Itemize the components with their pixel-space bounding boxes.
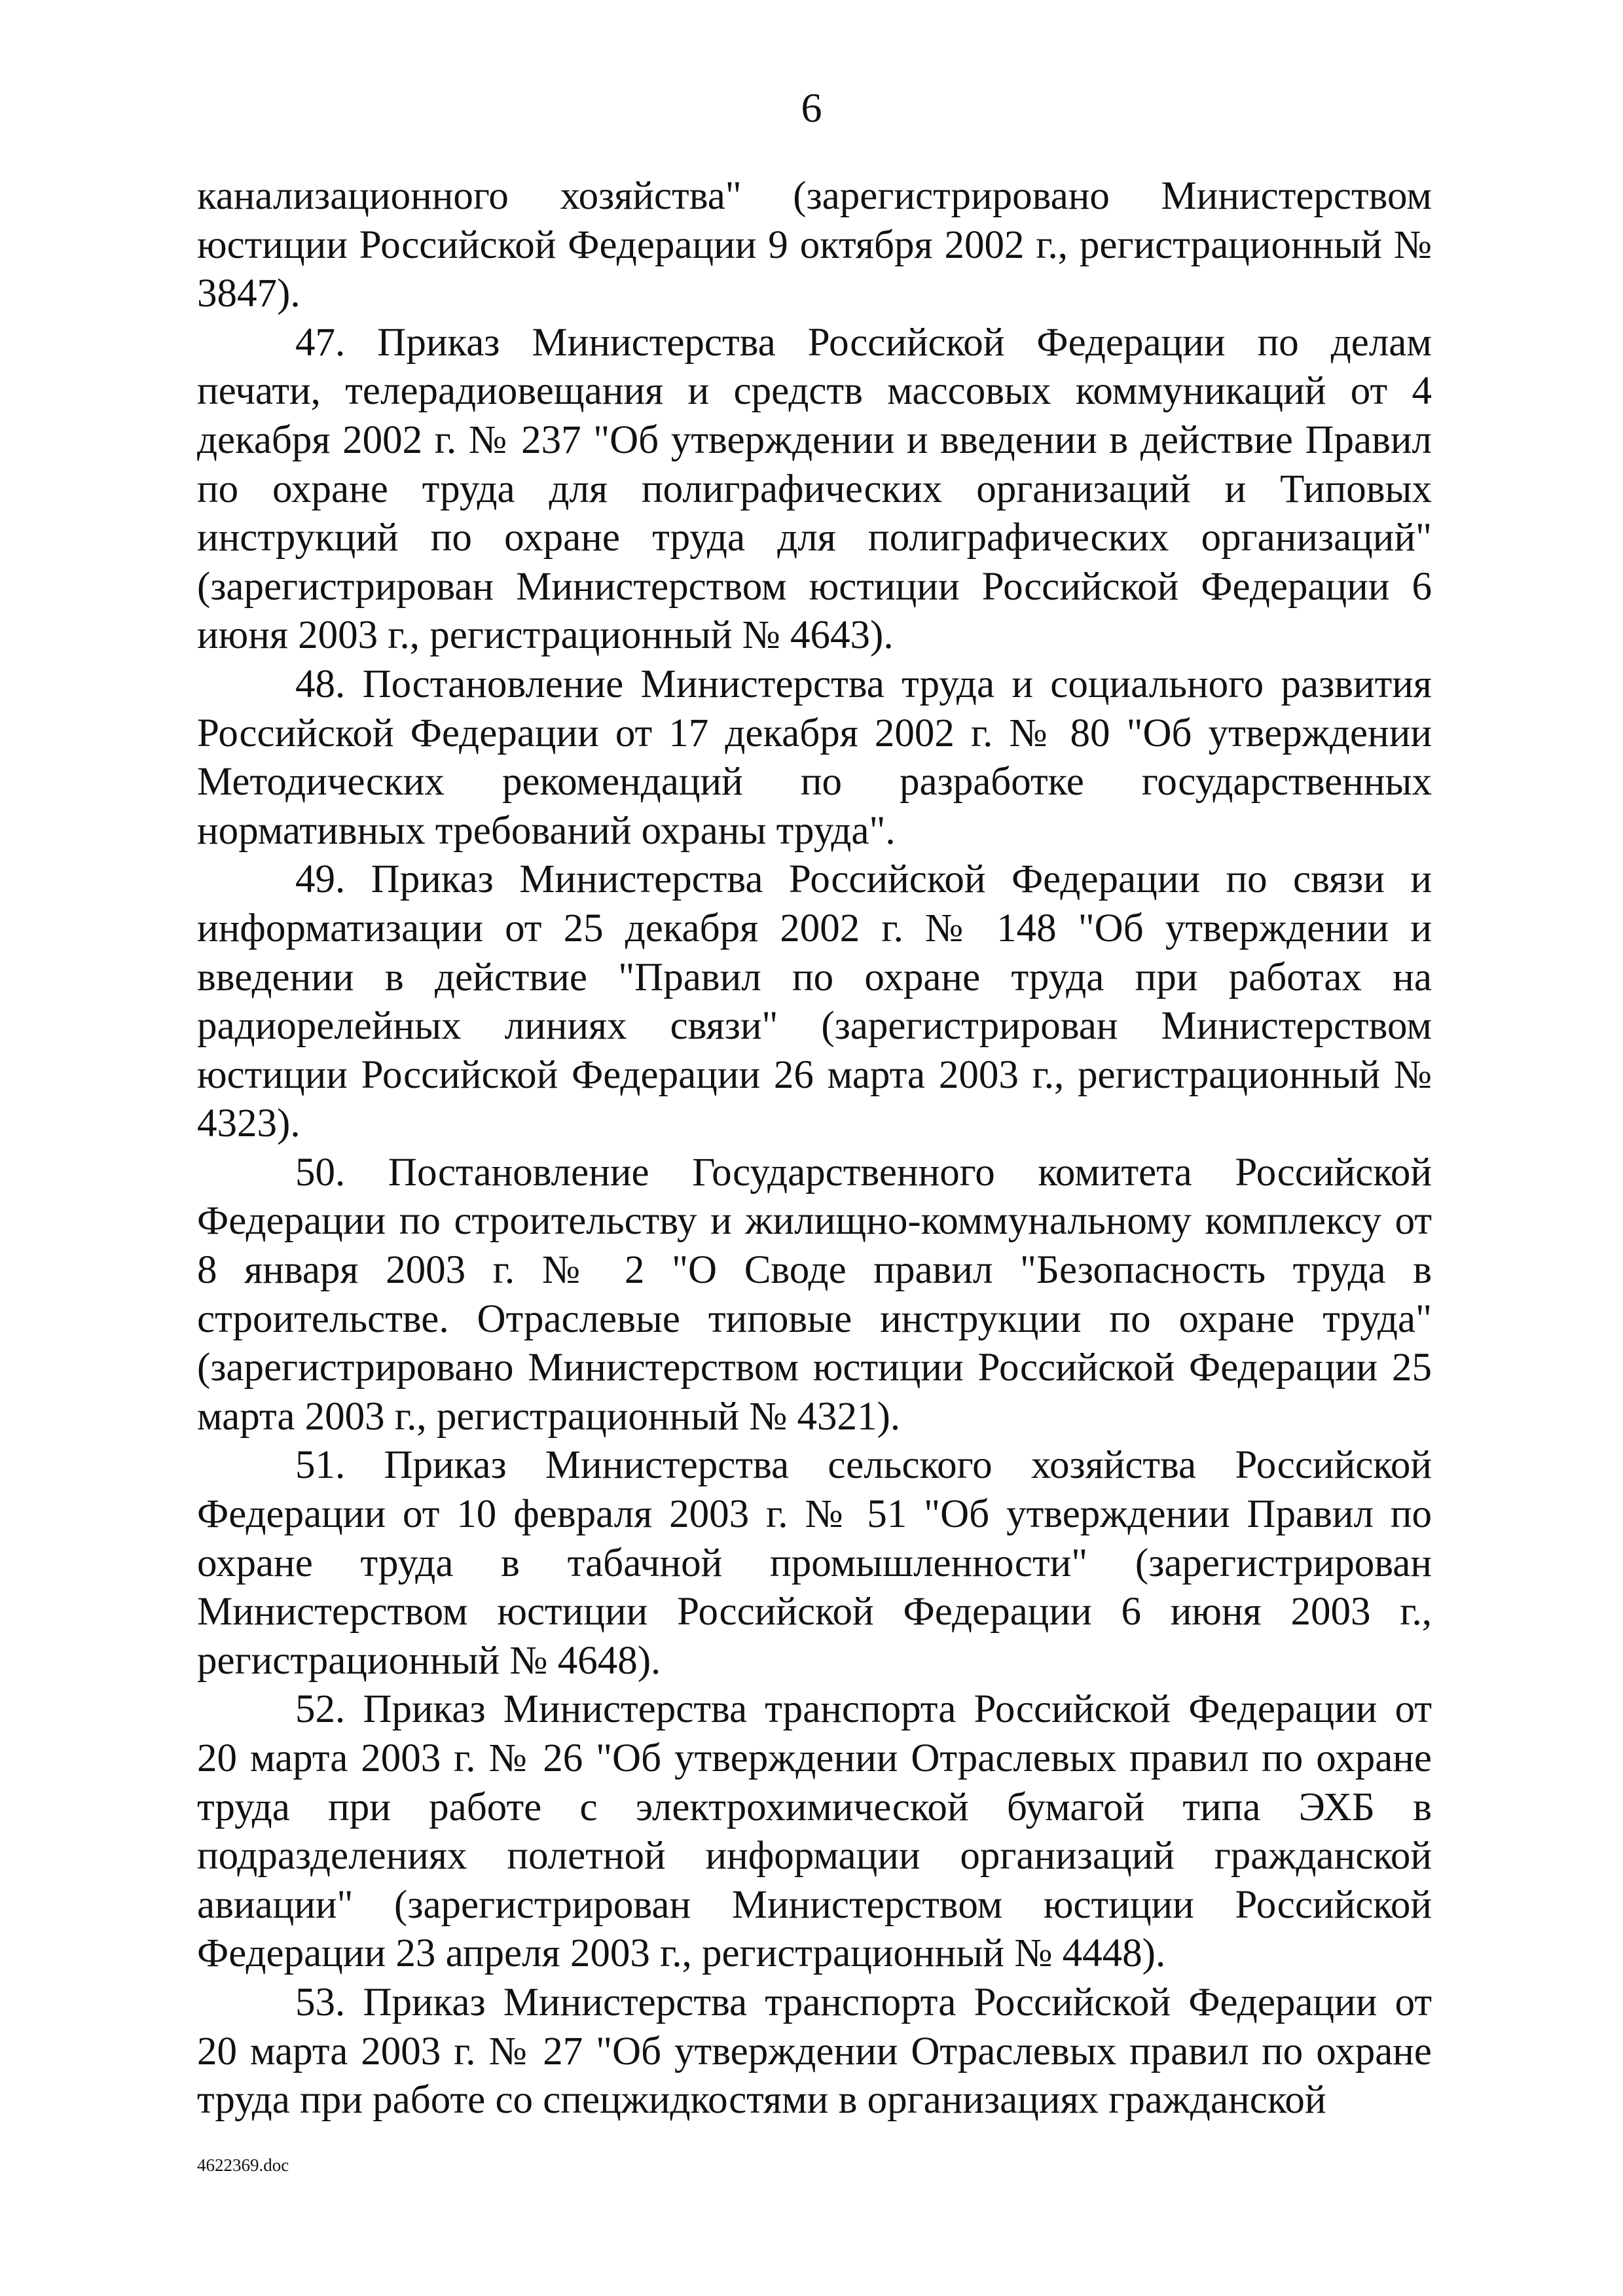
paragraph-continuation: канализационного хозяйства" (зарегистрировано Министерством юстиции Российской Федерации 9 октября 2002 г., регистрационный № 3847).	[197, 174, 1432, 316]
paragraph-item-51: 51. Приказ Министерства сельского хозяйства Российской Федерации от 10 февраля 2003 г. № 51 "Об утверждении Правил по охране труда в табачной промышленности" (зарегистрирован Министерством юстиции Российской Федерации 6 июня 2003 г., регистрационный № 4648).	[197, 1443, 1432, 1683]
paragraph-item-50: 50. Постановление Государственного комитета Российской Федерации по строительству и жилищно-коммунальному комплексу от 8 января 2003 г. № 2 "О Своде правил "Безопасность труда в строительстве. Отраслевые типовые инструкции по охране труда" (зарегистрировано Министерством юстиции Российской Федерации 25 марта 2003 г., регистрационный № 4321).	[197, 1150, 1432, 1439]
paragraph-item-47: 47. Приказ Министерства Российской Федерации по делам печати, телерадиовещания и средств массовых коммуникаций от 4 декабря 2002 г. № 237 "Об утверждении и введении в действие Правил по охране труда для полиграфических организаций и Типовых инструкций по охране труда для полиграфических организаций" (зарегистрирован Министерством юстиции Российской Федерации 6 июня 2003 г., регистрационный № 4643).	[197, 320, 1432, 658]
paragraph-item-53: 53. Приказ Министерства транспорта Российской Федерации от 20 марта 2003 г. № 27 "Об утверждении Отраслевых правил по охране труда при работе со спецжидкостями в организациях гражданской	[197, 1980, 1432, 2123]
footer-filename: 4622369.doc	[197, 2155, 289, 2175]
document-body	[197, 172, 1432, 2125]
paragraph-item-52: 52. Приказ Министерства транспорта Российской Федерации от 20 марта 2003 г. № 26 "Об утверждении Отраслевых правил по охране труда при работе с электрохимической бумагой типа ЭХБ в подразделениях полетной информации организаций гражданской авиации" (зарегистрирован Министерством юстиции Российской Федерации 23 апреля 2003 г., регистрационный № 4448).	[197, 1687, 1432, 1976]
page-number: 6	[801, 84, 822, 131]
paragraph-item-49: 49. Приказ Министерства Российской Федерации по связи и информатизации от 25 декабря 2002 г. № 148 "Об утверждении и введении в действие "Правил по охране труда при работах на радиорелейных линиях связи" (зарегистрирован Министерством юстиции Российской Федерации 26 марта 2003 г., регистрационный № 4323).	[197, 857, 1432, 1146]
paragraph-item-48: 48. Постановление Министерства труда и социального развития Российской Федерации от 17 декабря 2002 г. № 80 "Об утверждении Методических рекомендаций по разработке государственных нормативных требований охраны труда".	[197, 662, 1432, 853]
